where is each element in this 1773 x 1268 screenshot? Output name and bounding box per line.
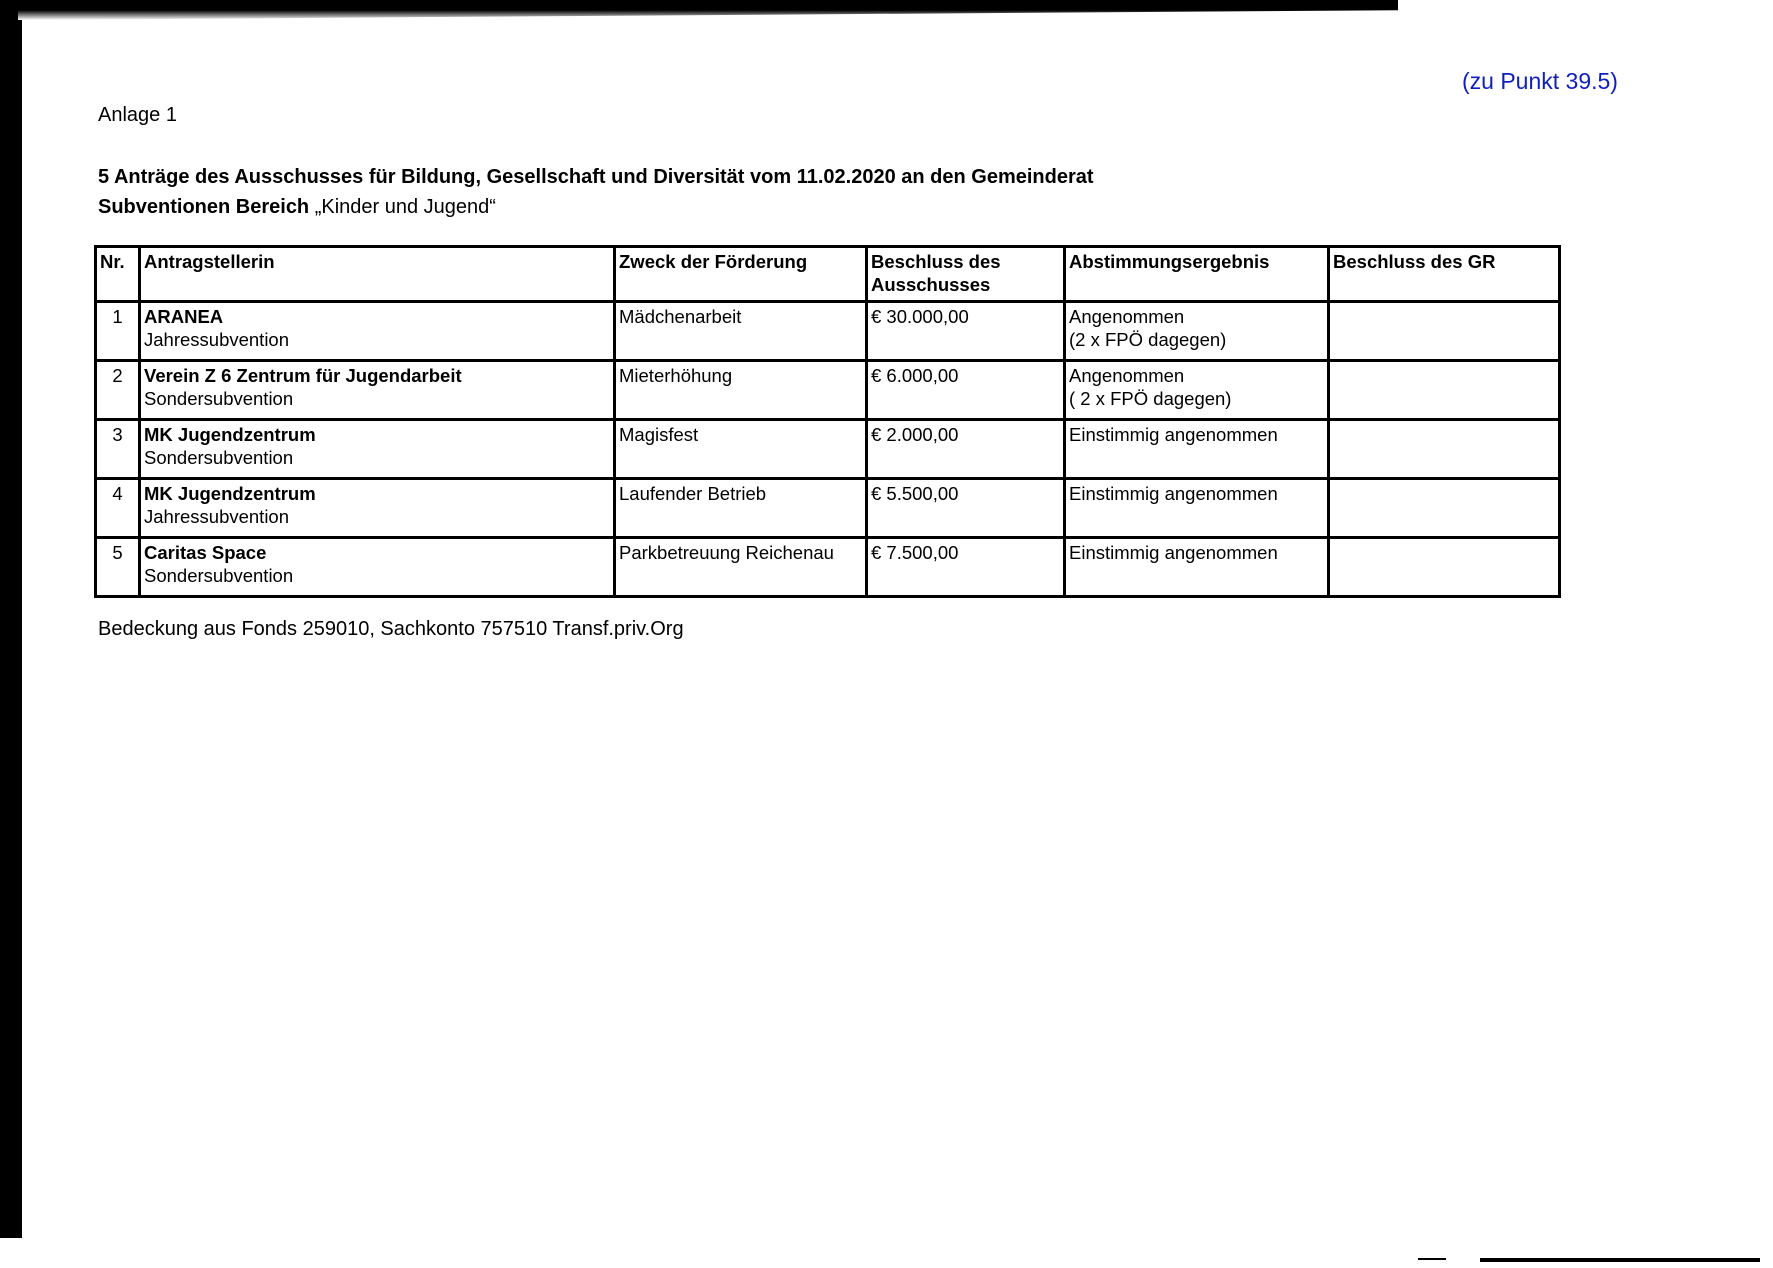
result-line-1: Einstimmig angenommen (1069, 542, 1278, 563)
row-nr: 2 (96, 361, 140, 420)
row-purpose: Laufender Betrieb (615, 479, 867, 538)
applicant-name: ARANEA (144, 306, 224, 327)
applicant-name: MK Jugendzentrum (144, 424, 316, 445)
row-nr: 1 (96, 302, 140, 361)
row-applicant (140, 538, 615, 597)
table-row (96, 302, 1560, 361)
row-council-decision (1329, 420, 1560, 479)
table-row (96, 479, 1560, 538)
subsidy-type: Jahressubvention (144, 329, 290, 350)
row-council-decision (1329, 479, 1560, 538)
row-council-decision (1329, 361, 1560, 420)
scan-mark-bottom-right (1480, 1258, 1760, 1262)
table-row (96, 361, 1560, 420)
applicant-name: MK Jugendzentrum (144, 483, 316, 504)
row-result (1065, 302, 1329, 361)
scan-border-left (0, 0, 22, 1238)
scan-border-top (18, 0, 1398, 6)
scan-border-top-shadow (18, 6, 1398, 20)
row-result (1065, 538, 1329, 597)
row-result (1065, 479, 1329, 538)
row-result (1065, 420, 1329, 479)
subsidy-table (94, 245, 1561, 598)
heading-line-1: 5 Anträge des Ausschusses für Bildung, Gesellschaft und Diversität vom 11.02.2020 an den Gemeinderat (98, 166, 1094, 188)
header-vote-result: Abstimmungsergebnis (1065, 247, 1329, 302)
row-council-decision (1329, 538, 1560, 597)
row-purpose: Mieterhöhung (615, 361, 867, 420)
header-purpose: Zweck der Förderung (615, 247, 867, 302)
row-council-decision (1329, 302, 1560, 361)
row-purpose: Mädchenarbeit (615, 302, 867, 361)
subsidy-type: Jahressubvention (144, 506, 290, 527)
subsidy-type: Sondersubvention (144, 388, 294, 409)
result-line-1: Angenommen (1069, 306, 1185, 327)
row-amount: € 5.500,00 (867, 479, 1065, 538)
heading-line-2 (98, 192, 1094, 222)
subsidy-type: Sondersubvention (144, 447, 294, 468)
row-applicant (140, 420, 615, 479)
heading-line-2-bold: Subventionen Bereich (98, 196, 310, 218)
result-line-1: Angenommen (1069, 365, 1185, 386)
row-purpose: Parkbetreuung Reichenau (615, 538, 867, 597)
header-council-decision: Beschluss des GR (1329, 247, 1560, 302)
row-nr: 5 (96, 538, 140, 597)
applicant-name: Caritas Space (144, 542, 267, 563)
scan-mark-bottom-right-small (1418, 1258, 1446, 1260)
row-nr: 3 (96, 420, 140, 479)
table-row (96, 538, 1560, 597)
attachment-label: Anlage 1 (98, 104, 177, 126)
result-line-2: (2 x FPÖ dagegen) (1069, 329, 1227, 350)
result-line-1: Einstimmig angenommen (1069, 483, 1278, 504)
table-row (96, 420, 1560, 479)
table-header-row (96, 247, 1560, 302)
row-applicant (140, 479, 615, 538)
header-applicant: Antragstellerin (140, 247, 615, 302)
result-line-2: ( 2 x FPÖ dagegen) (1069, 388, 1232, 409)
row-applicant (140, 361, 615, 420)
row-amount: € 6.000,00 (867, 361, 1065, 420)
row-amount: € 30.000,00 (867, 302, 1065, 361)
funding-note: Bedeckung aus Fonds 259010, Sachkonto 757510 Transf.priv.Org (98, 618, 684, 640)
heading-line-2-rest: „Kinder und Jugend“ (309, 196, 496, 218)
subsidy-type: Sondersubvention (144, 565, 294, 586)
header-nr: Nr. (96, 247, 140, 302)
row-result (1065, 361, 1329, 420)
header-committee-decision: Beschluss des Ausschusses (867, 247, 1065, 302)
row-nr: 4 (96, 479, 140, 538)
reference-label: (zu Punkt 39.5) (1462, 68, 1618, 94)
row-amount: € 7.500,00 (867, 538, 1065, 597)
row-amount: € 2.000,00 (867, 420, 1065, 479)
applicant-name: Verein Z 6 Zentrum für Jugendarbeit (144, 365, 462, 386)
document-heading (98, 162, 1094, 222)
result-line-1: Einstimmig angenommen (1069, 424, 1278, 445)
row-applicant (140, 302, 615, 361)
row-purpose: Magisfest (615, 420, 867, 479)
